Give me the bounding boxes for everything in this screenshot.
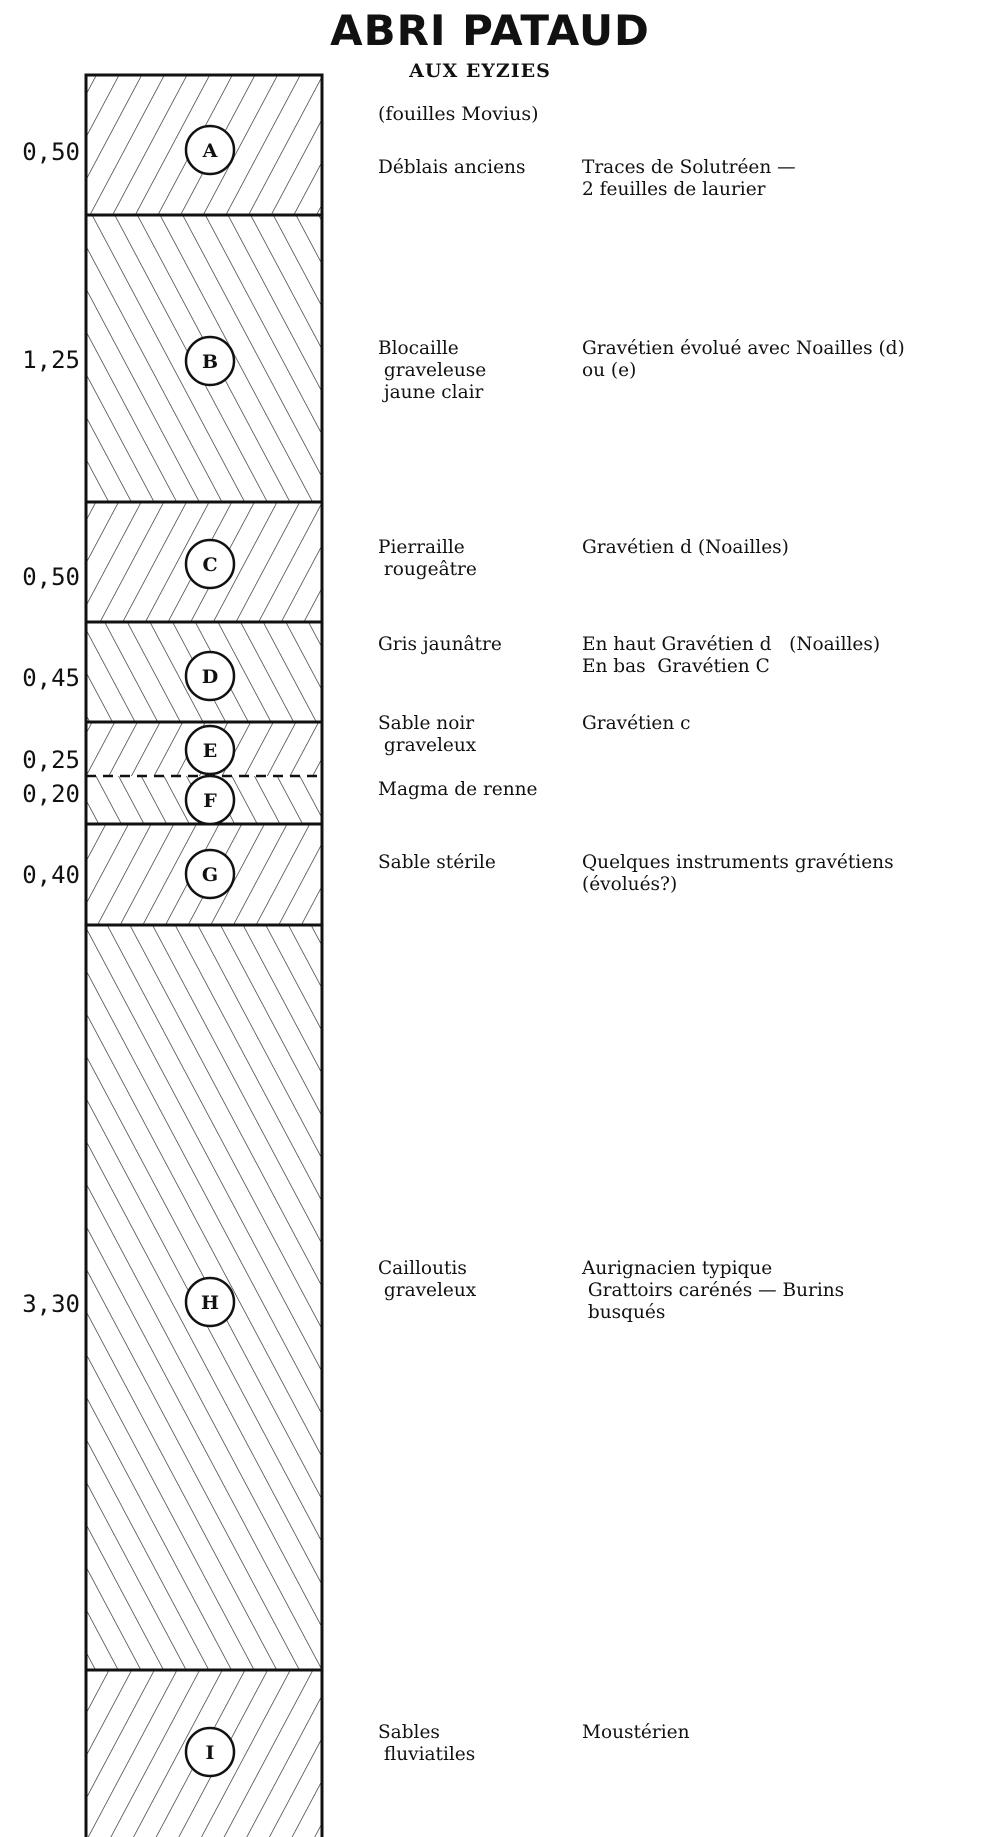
layer-culture: Traces de Solutréen — 2 feuilles de laurier <box>582 157 796 200</box>
thickness-label: 3,30 <box>22 1290 80 1318</box>
layer-description: Déblais anciens <box>378 157 526 178</box>
thickness-label: 0,40 <box>22 861 80 889</box>
layer-description: Sables fluviatiles <box>378 1722 476 1765</box>
layer-letter: H <box>201 1292 219 1314</box>
layer-letter: C <box>202 554 218 576</box>
layer-letter: B <box>201 351 219 373</box>
layer-culture: Gravétien évolué avec Noailles (d) ou (e) <box>582 338 905 381</box>
layer-letter: A <box>202 140 218 162</box>
layer-letter: D <box>201 666 219 688</box>
layer-description: Cailloutis graveleux <box>378 1258 477 1301</box>
layer-letter: G <box>201 864 219 886</box>
diagram-subtitle: AUX EYZIES <box>409 60 551 82</box>
layer-description: Gris jaunâtre <box>378 634 502 655</box>
excavation-note: (fouilles Movius) <box>378 103 539 125</box>
layer-description: Blocaille graveleuse jaune clair <box>378 338 487 403</box>
layer-culture: Moustérien <box>582 1722 690 1743</box>
thickness-label: 0,25 <box>22 746 80 774</box>
layer-description: Sable noir graveleux <box>378 713 477 756</box>
diagram-title: ABRI PATAUD <box>330 6 650 55</box>
layer-culture: Gravétien d (Noailles) <box>582 537 789 558</box>
layer-culture: Quelques instruments gravétiens (évolués?) <box>582 852 894 895</box>
layer-description: Pierraille rougeâtre <box>378 537 477 580</box>
layer-description: Magma de renne <box>378 779 538 800</box>
layer-culture: En haut Gravétien d (Noailles) En bas Gravétien C <box>582 634 881 677</box>
layer-letter: I <box>205 1742 215 1764</box>
layer-letter: E <box>202 740 218 762</box>
thickness-label: 0,20 <box>22 780 80 808</box>
layer-culture: Aurignacien typique Grattoirs carénés — Burins busqués <box>582 1258 845 1323</box>
layer-culture: Gravétien c <box>582 713 691 734</box>
layer-description: Sable stérile <box>378 852 496 873</box>
thickness-label: 0,50 <box>22 138 80 166</box>
thickness-label: 0,50 <box>22 563 80 591</box>
layer-letter: F <box>203 790 217 812</box>
thickness-label: 0,45 <box>22 664 80 692</box>
thickness-label: 1,25 <box>22 346 80 374</box>
